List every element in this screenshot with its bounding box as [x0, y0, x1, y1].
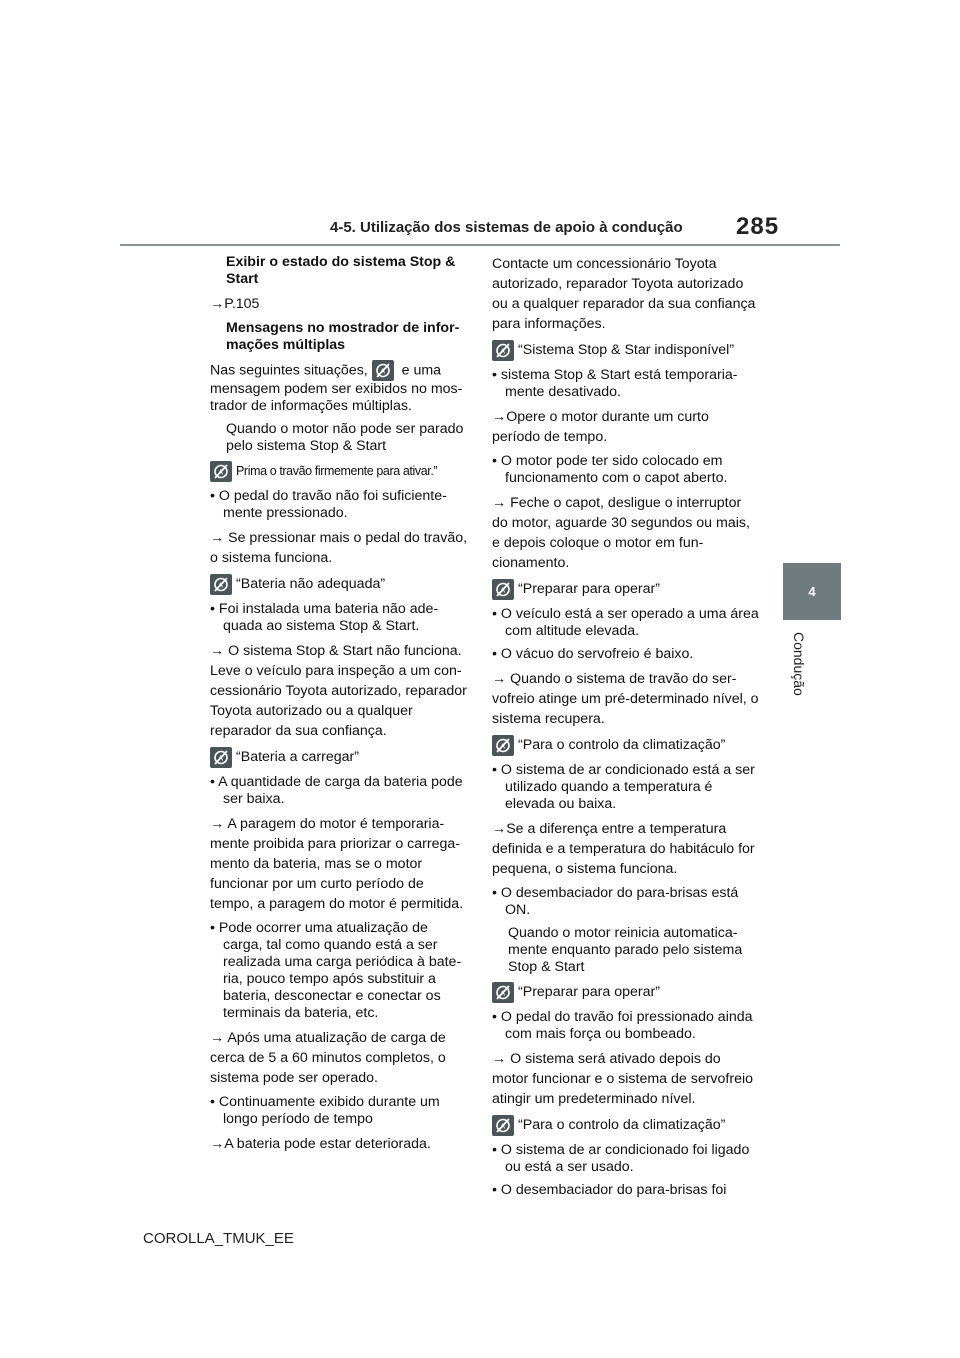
left-column	[210, 254, 468, 1160]
message-line	[492, 1115, 760, 1136]
bullet-item: • O desembaciador do para-brisas está ON.	[492, 885, 739, 918]
stop-start-indicator-icon	[210, 461, 232, 482]
paragraph: → Após uma atualização de carga de cerca de 5 a 60 minutos completos, o sistema pode ser operado.	[210, 1030, 446, 1086]
message-line	[492, 982, 760, 1003]
bullet-item: • A quantidade de carga da bateria pode ser baixa.	[210, 774, 463, 807]
paragraph: → Quando o sistema de travão do servofreio atinge um pré-determinado nível, o sistema recupera.	[492, 671, 759, 727]
header-rule	[120, 244, 840, 246]
stop-start-indicator-icon	[492, 982, 514, 1003]
paragraph: Contacte um concessionário Toyota autorizado, reparador Toyota autorizado ou a qualquer reparador da sua confiança para informações.	[492, 256, 756, 332]
paragraph: → Se pressionar mais o pedal do travão, o sistema funciona.	[210, 530, 468, 566]
message-text: “Para o controlo da climatização”	[518, 737, 726, 753]
svg-text:A: A	[500, 586, 505, 595]
chapter-title: Condução	[791, 632, 807, 696]
bullet-item: • O veículo está a ser operado a uma área com altitude elevada.	[492, 606, 759, 639]
bullet-item: • O pedal do travão foi pressionado ainda com mais força ou bombeado.	[492, 1009, 753, 1042]
bullet-item: • O sistema de ar condicionado está a ser utilizado quando a temperatura é elevada ou baixa.	[492, 762, 755, 812]
paragraph: → Feche o capot, desligue o interruptor do motor, aguarde 30 segundos ou mais, e depois coloque o motor em funcionamento.	[492, 495, 750, 571]
bullet-item: • Pode ocorrer uma atualização de carga, tal como quando está a ser realizada uma carga periódica à bateria, pouco tempo após substituir a bateria, desconectar e conectar os terminais da bateria, etc.	[210, 920, 462, 1021]
chapter-tab: 4	[783, 563, 841, 620]
message-line	[210, 461, 468, 482]
paragraph: → A paragem do motor é temporariamente proibida para priorizar o carregamento da bateria, mas se o motor funcionar por um curto período de tempo, a paragem do motor é permitida.	[210, 816, 464, 912]
stop-start-indicator-icon	[492, 735, 514, 756]
paragraph: → O sistema Stop & Start não funciona. Leve o veículo para inspeção a um concessionário Toyota autorizado, reparador Toyota autorizado ou a qualquer reparador da sua confiança.	[210, 643, 467, 739]
paragraph: →P.105	[210, 296, 260, 312]
paragraph: →A bateria pode estar deteriorada.	[210, 1136, 431, 1152]
bullet-item: • O motor pode ter sido colocado em funcionamento com o capot aberto.	[492, 453, 728, 486]
paragraph: Nas seguintes situações, A e uma mensagem podem ser exibidos no mostrador de informações múltiplas.	[210, 360, 468, 415]
message-line	[492, 579, 760, 600]
bullet-item: • O vácuo do servofreio é baixo.	[492, 646, 694, 662]
message-text: Prima o travão firmemente para ativar.”	[236, 464, 438, 478]
svg-text:A: A	[218, 468, 223, 477]
svg-text:A: A	[500, 1122, 505, 1131]
stop-start-indicator-icon	[210, 747, 232, 768]
message-text: “Para o controlo da climatização”	[518, 1117, 726, 1133]
stop-start-indicator-icon	[210, 574, 232, 595]
bullet-item: • Continuamente exibido durante um longo período de tempo	[210, 1094, 440, 1127]
paragraph: →Se a diferença entre a temperatura definida e a temperatura do habitáculo for pequena, o sistema funciona.	[492, 821, 755, 877]
bullet-item: • sistema Stop & Start está temporariamente desativado.	[492, 367, 738, 400]
bullet-item: • O pedal do travão não foi suficientemente pressionado.	[210, 488, 447, 521]
bullet-item: • Foi instalada uma bateria não adequada ao sistema Stop & Start.	[210, 601, 439, 634]
svg-text:A: A	[500, 742, 505, 751]
paragraph: Quando o motor reinicia automaticamente enquanto parado pelo sistema Stop & Start	[508, 925, 743, 975]
message-line	[210, 574, 468, 595]
message-text: “Preparar para operar”	[518, 581, 660, 597]
message-text: “Preparar para operar”	[518, 984, 660, 1000]
message-line	[492, 340, 760, 361]
stop-start-indicator-icon	[492, 579, 514, 600]
stop-start-indicator-icon	[492, 1115, 514, 1136]
subheading: Exibir o estado do sistema Stop & Start	[226, 254, 456, 287]
svg-text:A: A	[379, 367, 385, 376]
stop-start-indicator-icon	[372, 360, 394, 381]
bullet-item: • O sistema de ar condicionado foi ligado ou está a ser usado.	[492, 1142, 750, 1175]
paragraph: → O sistema será ativado depois do motor funcionar e o sistema de servofreio atingir um predeterminado nível.	[492, 1051, 754, 1107]
svg-text:A: A	[218, 581, 223, 590]
message-text: “Bateria não adequada”	[236, 576, 386, 592]
message-text: “Sistema Stop & Star indisponível”	[518, 342, 735, 358]
page-number: 285	[736, 213, 780, 240]
subheading: Mensagens no mostrador de informações múltiplas	[226, 320, 460, 353]
svg-text:A: A	[218, 754, 223, 763]
doc-code: COROLLA_TMUK_EE	[143, 1230, 294, 1247]
right-column	[492, 254, 760, 1205]
svg-text:A: A	[500, 347, 505, 356]
message-line	[210, 747, 468, 768]
message-line	[492, 735, 760, 756]
message-text: “Bateria a carregar”	[236, 749, 360, 765]
paragraph: Quando o motor não pode ser parado pelo sistema Stop & Start	[226, 421, 464, 454]
stop-start-indicator-icon	[492, 340, 514, 361]
svg-text:A: A	[500, 989, 505, 998]
section-title: 4-5. Utilização dos sistemas de apoio à condução	[330, 219, 683, 236]
paragraph: →Opere o motor durante um curto período de tempo.	[492, 409, 709, 445]
bullet-item: • O desembaciador do para-brisas foi	[492, 1182, 727, 1198]
